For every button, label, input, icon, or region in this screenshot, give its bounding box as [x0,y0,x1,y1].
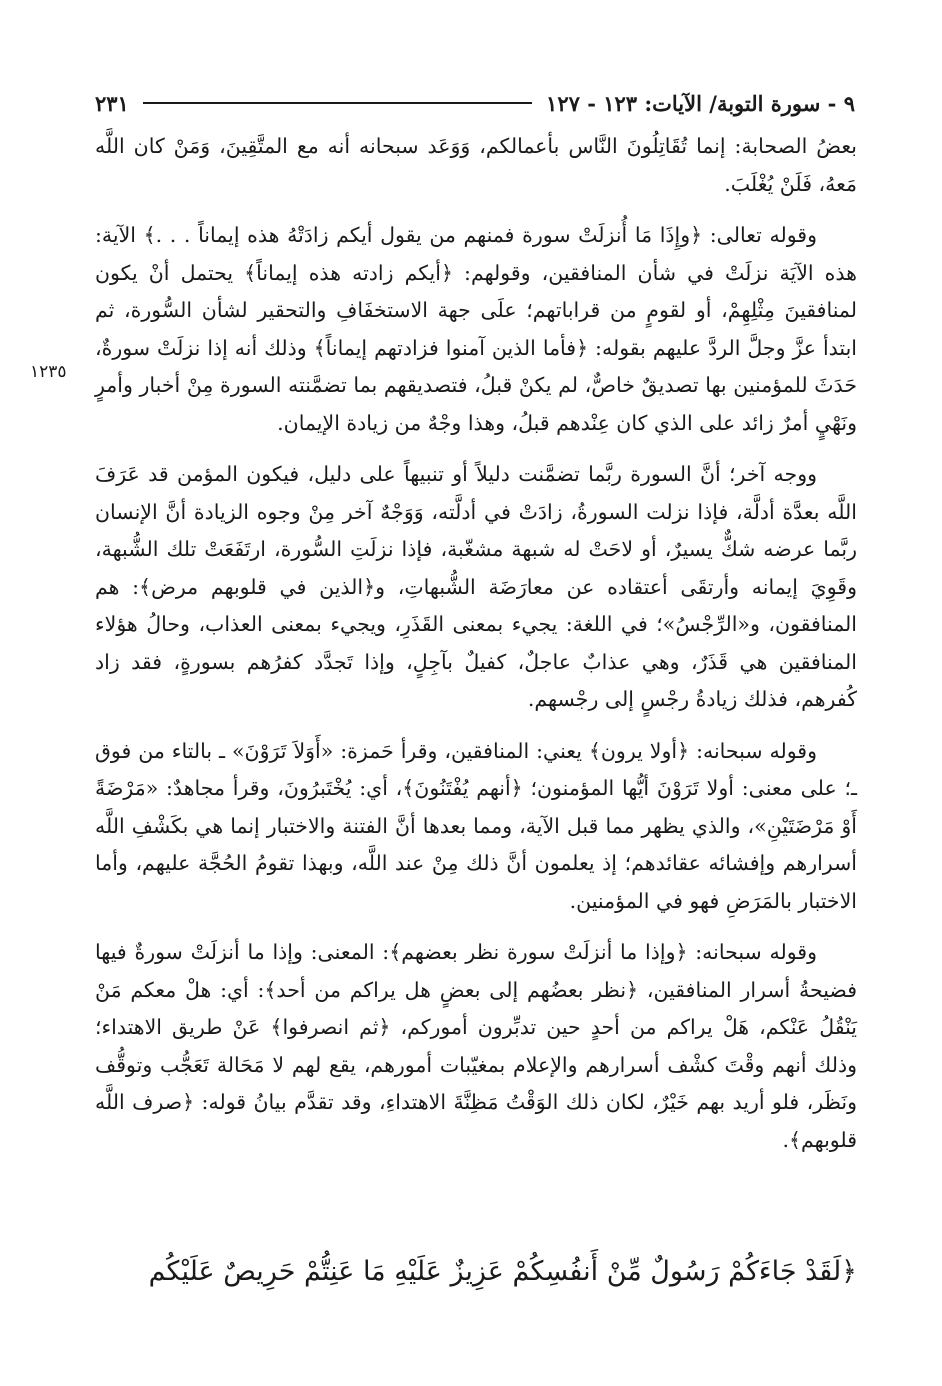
paragraph-4: وقوله سبحانه: ﴿أولا يرون﴾ يعني: المنافقين، وقرأ حَمزة: «أَوَلاَ تَرَوْنَ» ـ بالتاء من فوق ـ؛ على معنى: أولا تَرَوْنَ أيُّها المؤمنون؛ ﴿أنهم يُفْتَنُونَ﴾، أي: يُخْتَبرُونَ، وقرأ مجاهدٌ: «مَرْضَةً أَوْ مَرْضَتَيْنِ»، والذي يظهر مما قبل الآية، ومما بعدها أنَّ الفتنة والاختبار إنما هي بكَشْفِ اللَّه أسرارهم وإفشائه عقائدهم؛ إذ يعلمون أنَّ ذلك مِنْ عند اللَّه، وبهذا تقومُ الحُجَّة عليهم، وأما الاختبار بالمَرَضِ فهو في المؤمنين. [95,738,857,913]
paragraph-5: وقوله سبحانه: ﴿وإذا ما أنزلَتْ سورة نظر بعضهم﴾: المعنى: وإذا ما أنزلَتْ سورةٌ فيها فضيحةُ أسرار المنافقين، ﴿نظر بعضُهم إلى بعضٍ هل يراكم من أحد﴾: أي: هلْ معكم مَنْ يَنْقُلُ عَنْكم، هَلْ يراكم من أحدٍ حين تدبِّرون أموركم، ﴿ثم انصرفوا﴾ عَنْ طريق الاهتداء؛ وذلك أنهم وقْتَ كشْف أسرارهم والإعلام بمغيّبات أمورهم، يقع لهم لا مَحَالة تَعَجُّب وتوقُّف ونَظَر، فلو أريد بهم خَيْرٌ، لكان ذلك الوَقْتُ مَظِنَّةَ الاهتداءِ، وقد تقدَّم بيانُ قوله: ﴿صرف اللَّه قلوبهم﴾. [95,940,857,1152]
running-header [95,86,855,120]
header-rule [143,102,532,104]
page-number: ٢٣١ [95,90,129,116]
page-body [95,128,857,1173]
header-title: ٩ - سورة التوبة/ الآيات: ١٢٣ - ١٢٧ [546,90,855,116]
paragraph-3: ووجه آخر؛ أنَّ السورة ربَّما تضمَّنت دليلاً أو تنبيهاً على دليل، فيكون المؤمن قد عَرَفَ اللَّه بعدَّة أدلَّة، فإذا نزلت السورةُ، زادَتْ في أدلَّته، وَوَجْهٌ آخر مِنْ وجوه الزيادة أنَّ الإنسان ربَّما عرضه شكٌّ يسيرٌ، أو لاحَتْ له شبهة مشغّبة، فإذا نزلَتِ السُّورة، ارتَفَعَتْ تلك الشُّبهة، وقَوِيَ إيمانه وأرتقَى أعتقاده عن معارَضَة الشُّبهاتِ، و﴿الذين في قلوبهم مرض﴾: هم المنافقون، و«الرِّجْسُ»؛ في اللغة: يجيء بمعنى القَذَرِ، ويجيء بمعنى العذاب، وحالُ هؤلاء المنافقين هي قَذَرٌ، وهي عذابٌ عاجلٌ، كفيلٌ بآجِلٍ، وإذا تَجدَّد كفرُهم بسورةٍ، فقد زاد كُفرهم، فذلك زيادةُ رجْسٍ إلى رجْسهم. [95,462,857,711]
marginal-note: ١٢٣٥ [30,362,67,382]
paragraph-2: وقوله تعالى: ﴿وإِذَا مَا أُنزلَتْ سورة فمنهم من يقول أيكم زادَتْهُ هذه إيماناً . . .﴾ الآية: هذه الآيَة نزلَتْ في شأن المنافقين، وقولهم: ﴿أيكم زادته هذه إيماناً﴾ يحتمل أنْ يكون لمنافقينَ مِثْلِهِمْ، أو لقومٍ من قراباتهم؛ علَى جهة الاستخفَافِ والتحقير لشأن السُّورة، ثم ابتدأ عزَّ وجلَّ الردَّ عليهم بقوله: ﴿فأما الذين آمنوا فزادتهم إيماناً﴾ وذلك أنه إذا نزلَتْ سورةٌ، حَدَثَ للمؤمنين بها تصديقٌ خاصٌّ، لم يكنْ قبلُ، فتصديقهم بما تضمَّنته السورة مِنْ أخبار وأمرٍ ونَهْيٍ أمرٌ زائد على الذي كان عِنْدهم قبلُ، وهذا وجْهٌ من زيادة الإيمان. [95,223,857,435]
paragraph-1: بعضُ الصحابة: إنما تُقَاتِلُونَ النَّاس بأعمالكم، وَوَعَد سبحانه أنه مع المتَّقِينَ، وَمَنْ كان اللَّه مَعهُ، فَلَنْ يُغْلَبَ. [95,134,857,196]
quran-verse: ﴿لَقَدْ جَاءَكُمْ رَسُولٌ مِّنْ أَنفُسِكُمْ عَزِيزٌ عَلَيْهِ مَا عَنِتُّمْ حَرِيصٌ عَلَيْكُم [148,1256,857,1287]
